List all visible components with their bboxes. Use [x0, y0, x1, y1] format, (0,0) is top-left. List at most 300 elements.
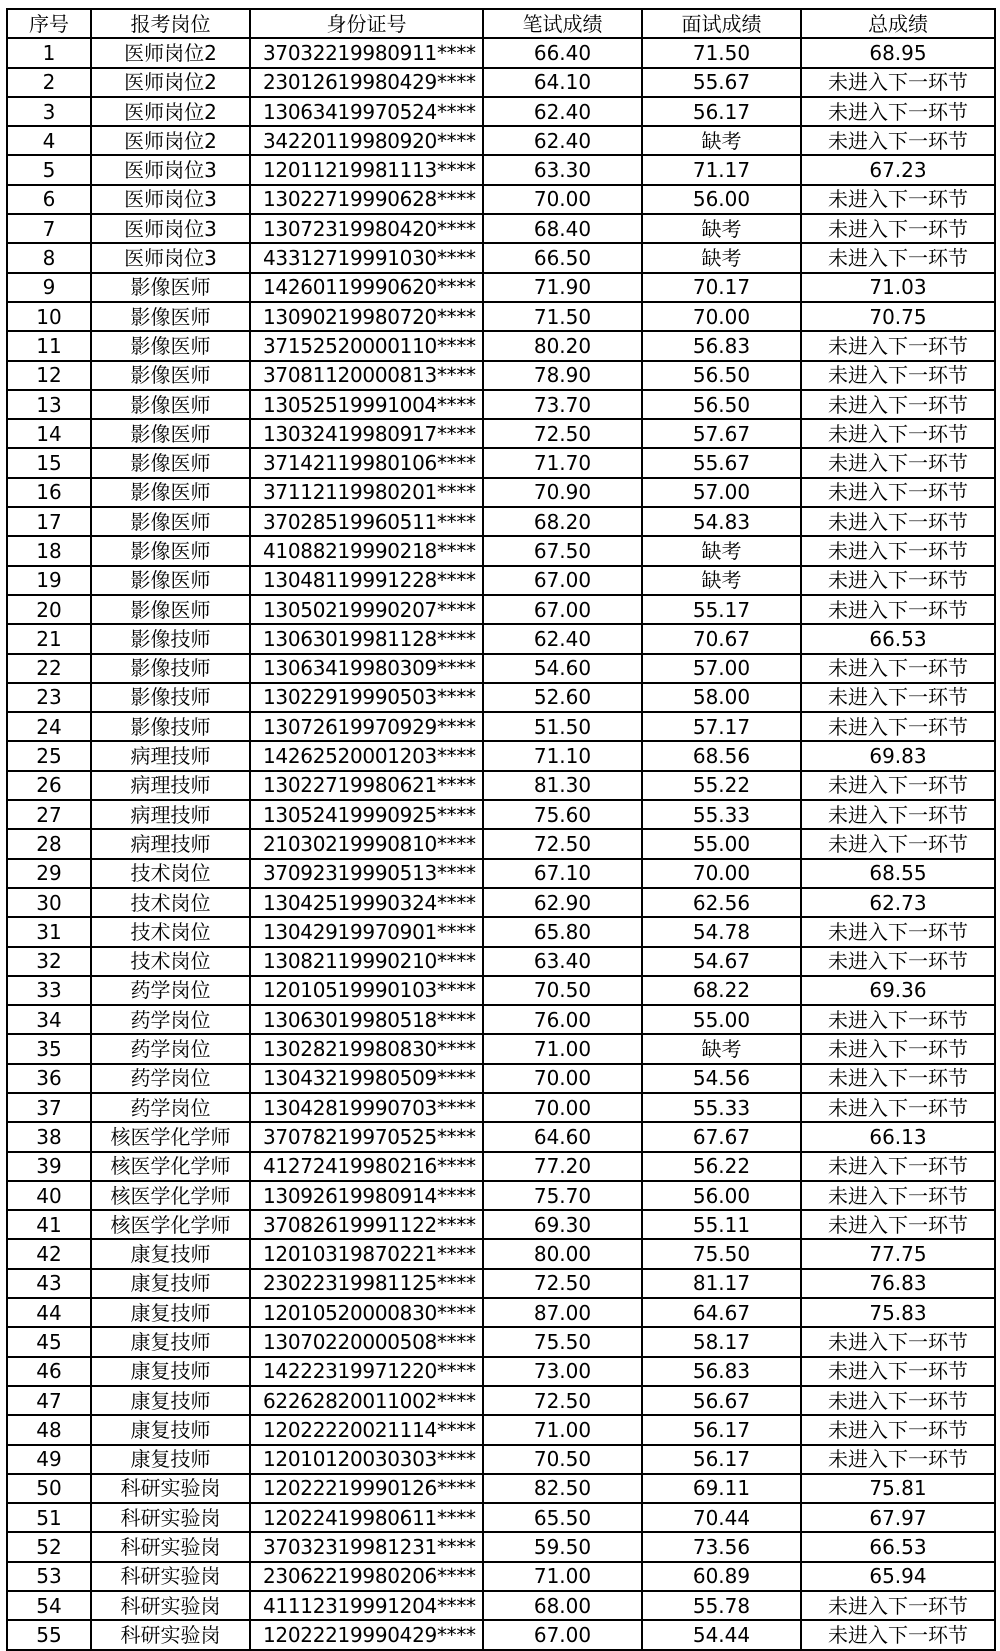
cell-total-score: 未进入下一环节	[801, 566, 995, 595]
table-row	[7, 97, 995, 126]
cell-total-score: 未进入下一环节	[801, 536, 995, 565]
cell-written-score: 80.00	[483, 1239, 642, 1268]
cell-seq: 20	[7, 595, 91, 624]
cell-id-number: 37142119980106****	[250, 448, 483, 477]
table-row	[7, 1415, 995, 1444]
cell-written-score: 67.50	[483, 536, 642, 565]
cell-written-score: 70.50	[483, 976, 642, 1005]
cell-interview-score: 55.11	[642, 1210, 801, 1239]
cell-total-score: 未进入下一环节	[801, 683, 995, 712]
cell-written-score: 71.00	[483, 1562, 642, 1591]
cell-seq: 43	[7, 1269, 91, 1298]
cell-id-number: 13043219980509****	[250, 1064, 483, 1093]
cell-id-number: 14260119990620****	[250, 273, 483, 302]
table-header	[7, 9, 995, 38]
cell-total-score: 未进入下一环节	[801, 126, 995, 155]
table-row	[7, 1532, 995, 1561]
cell-id-number: 13022919990503****	[250, 683, 483, 712]
table-row	[7, 1357, 995, 1386]
cell-seq: 40	[7, 1181, 91, 1210]
score-table	[6, 8, 996, 1651]
table-row	[7, 126, 995, 155]
table-row	[7, 712, 995, 741]
cell-written-score: 67.00	[483, 1620, 642, 1649]
cell-total-score: 67.97	[801, 1503, 995, 1532]
cell-id-number: 43312719991030****	[250, 243, 483, 272]
cell-interview-score: 55.22	[642, 771, 801, 800]
cell-total-score: 70.75	[801, 302, 995, 331]
table-row	[7, 1620, 995, 1649]
cell-seq: 10	[7, 302, 91, 331]
cell-interview-score: 58.17	[642, 1327, 801, 1356]
cell-seq: 29	[7, 859, 91, 888]
cell-written-score: 71.00	[483, 1415, 642, 1444]
cell-seq: 19	[7, 566, 91, 595]
cell-total-score: 未进入下一环节	[801, 654, 995, 683]
cell-id-number: 13052519991004****	[250, 390, 483, 419]
table-row	[7, 1093, 995, 1122]
table-row	[7, 1591, 995, 1620]
cell-total-score: 未进入下一环节	[801, 1210, 995, 1239]
cell-interview-score: 57.00	[642, 478, 801, 507]
cell-interview-score: 68.22	[642, 976, 801, 1005]
cell-post: 影像技师	[91, 624, 250, 653]
cell-id-number: 37152520000110****	[250, 331, 483, 360]
cell-seq: 6	[7, 185, 91, 214]
cell-post: 药学岗位	[91, 976, 250, 1005]
cell-id-number: 13022719990628****	[250, 185, 483, 214]
table-row	[7, 976, 995, 1005]
cell-written-score: 72.50	[483, 1386, 642, 1415]
cell-seq: 41	[7, 1210, 91, 1239]
cell-interview-score: 55.00	[642, 1005, 801, 1034]
cell-total-score: 未进入下一环节	[801, 1415, 995, 1444]
cell-seq: 52	[7, 1532, 91, 1561]
cell-id-number: 12011219981113****	[250, 155, 483, 184]
cell-total-score: 未进入下一环节	[801, 214, 995, 243]
cell-interview-score: 70.00	[642, 302, 801, 331]
cell-written-score: 82.50	[483, 1474, 642, 1503]
cell-id-number: 12010519990103****	[250, 976, 483, 1005]
header-total-score: 总成绩	[801, 9, 995, 38]
table-row	[7, 1503, 995, 1532]
cell-seq: 24	[7, 712, 91, 741]
table-row	[7, 331, 995, 360]
cell-id-number: 13063019980518****	[250, 1005, 483, 1034]
cell-written-score: 66.40	[483, 38, 642, 67]
cell-post: 影像医师	[91, 478, 250, 507]
cell-post: 核医学化学师	[91, 1181, 250, 1210]
cell-written-score: 72.50	[483, 1269, 642, 1298]
table-row	[7, 771, 995, 800]
cell-interview-score: 70.44	[642, 1503, 801, 1532]
cell-seq: 46	[7, 1357, 91, 1386]
cell-interview-score: 54.44	[642, 1620, 801, 1649]
cell-total-score: 未进入下一环节	[801, 361, 995, 390]
cell-seq: 37	[7, 1093, 91, 1122]
cell-written-score: 70.00	[483, 1093, 642, 1122]
cell-interview-score: 54.83	[642, 507, 801, 536]
cell-post: 核医学化学师	[91, 1210, 250, 1239]
cell-seq: 30	[7, 888, 91, 917]
cell-written-score: 69.30	[483, 1210, 642, 1239]
cell-seq: 2	[7, 68, 91, 97]
cell-total-score: 未进入下一环节	[801, 448, 995, 477]
cell-written-score: 51.50	[483, 712, 642, 741]
cell-total-score: 66.53	[801, 1532, 995, 1561]
cell-seq: 5	[7, 155, 91, 184]
table-row	[7, 361, 995, 390]
cell-total-score: 未进入下一环节	[801, 331, 995, 360]
cell-id-number: 13082119990210****	[250, 947, 483, 976]
table-row	[7, 1122, 995, 1151]
table-row	[7, 917, 995, 946]
table-row	[7, 1445, 995, 1474]
cell-id-number: 13090219980720****	[250, 302, 483, 331]
table-row	[7, 1181, 995, 1210]
cell-post: 医师岗位2	[91, 97, 250, 126]
cell-id-number: 13063419980309****	[250, 654, 483, 683]
cell-post: 科研实验岗	[91, 1532, 250, 1561]
cell-written-score: 68.00	[483, 1591, 642, 1620]
table-row	[7, 1210, 995, 1239]
cell-interview-score: 56.17	[642, 97, 801, 126]
cell-seq: 7	[7, 214, 91, 243]
cell-total-score: 66.13	[801, 1122, 995, 1151]
cell-seq: 4	[7, 126, 91, 155]
cell-post: 影像医师	[91, 566, 250, 595]
cell-interview-score: 56.00	[642, 185, 801, 214]
cell-interview-score: 70.17	[642, 273, 801, 302]
cell-interview-score: 71.50	[642, 38, 801, 67]
cell-written-score: 65.50	[483, 1503, 642, 1532]
cell-id-number: 21030219990810****	[250, 829, 483, 858]
cell-total-score: 未进入下一环节	[801, 185, 995, 214]
table-row	[7, 419, 995, 448]
cell-post: 康复技师	[91, 1298, 250, 1327]
cell-interview-score: 56.50	[642, 390, 801, 419]
cell-written-score: 62.90	[483, 888, 642, 917]
cell-id-number: 23012619980429****	[250, 68, 483, 97]
cell-post: 医师岗位2	[91, 126, 250, 155]
table-row	[7, 1474, 995, 1503]
cell-written-score: 54.60	[483, 654, 642, 683]
table-row	[7, 1152, 995, 1181]
cell-id-number: 37032219980911****	[250, 38, 483, 67]
table-row	[7, 68, 995, 97]
cell-id-number: 13022719980621****	[250, 771, 483, 800]
cell-post: 康复技师	[91, 1415, 250, 1444]
cell-interview-score: 62.56	[642, 888, 801, 917]
cell-seq: 21	[7, 624, 91, 653]
cell-total-score: 未进入下一环节	[801, 1181, 995, 1210]
cell-post: 病理技师	[91, 771, 250, 800]
cell-written-score: 63.30	[483, 155, 642, 184]
cell-interview-score: 54.67	[642, 947, 801, 976]
cell-interview-score: 64.67	[642, 1298, 801, 1327]
cell-seq: 34	[7, 1005, 91, 1034]
table-row	[7, 155, 995, 184]
table-row	[7, 741, 995, 770]
cell-written-score: 67.10	[483, 859, 642, 888]
cell-post: 影像医师	[91, 361, 250, 390]
table-row	[7, 1562, 995, 1591]
cell-total-score: 67.23	[801, 155, 995, 184]
cell-id-number: 13052419990925****	[250, 800, 483, 829]
cell-id-number: 41088219990218****	[250, 536, 483, 565]
cell-seq: 12	[7, 361, 91, 390]
cell-id-number: 13048119991228****	[250, 566, 483, 595]
cell-post: 科研实验岗	[91, 1562, 250, 1591]
cell-post: 病理技师	[91, 800, 250, 829]
cell-total-score: 未进入下一环节	[801, 1034, 995, 1063]
cell-post: 影像医师	[91, 273, 250, 302]
cell-post: 影像医师	[91, 331, 250, 360]
cell-seq: 45	[7, 1327, 91, 1356]
table-row	[7, 947, 995, 976]
cell-id-number: 37092319990513****	[250, 859, 483, 888]
cell-post: 技术岗位	[91, 859, 250, 888]
cell-written-score: 67.00	[483, 566, 642, 595]
cell-id-number: 12022220021114****	[250, 1415, 483, 1444]
cell-post: 药学岗位	[91, 1064, 250, 1093]
cell-total-score: 未进入下一环节	[801, 478, 995, 507]
cell-interview-score: 55.33	[642, 800, 801, 829]
cell-total-score: 未进入下一环节	[801, 1445, 995, 1474]
cell-interview-score: 缺考	[642, 566, 801, 595]
cell-total-score: 未进入下一环节	[801, 800, 995, 829]
cell-id-number: 14262520001203****	[250, 741, 483, 770]
cell-seq: 32	[7, 947, 91, 976]
cell-written-score: 70.50	[483, 1445, 642, 1474]
cell-total-score: 未进入下一环节	[801, 917, 995, 946]
cell-id-number: 12022219990429****	[250, 1620, 483, 1649]
cell-interview-score: 55.67	[642, 448, 801, 477]
cell-total-score: 未进入下一环节	[801, 947, 995, 976]
cell-id-number: 23022319981125****	[250, 1269, 483, 1298]
cell-written-score: 59.50	[483, 1532, 642, 1561]
cell-post: 技术岗位	[91, 888, 250, 917]
cell-post: 影像医师	[91, 448, 250, 477]
cell-total-score: 未进入下一环节	[801, 1620, 995, 1649]
cell-written-score: 87.00	[483, 1298, 642, 1327]
cell-seq: 8	[7, 243, 91, 272]
cell-total-score: 65.94	[801, 1562, 995, 1591]
cell-interview-score: 81.17	[642, 1269, 801, 1298]
cell-seq: 13	[7, 390, 91, 419]
header-seq: 序号	[7, 9, 91, 38]
cell-written-score: 77.20	[483, 1152, 642, 1181]
cell-total-score: 未进入下一环节	[801, 712, 995, 741]
cell-written-score: 72.50	[483, 419, 642, 448]
cell-seq: 39	[7, 1152, 91, 1181]
cell-id-number: 13072319980420****	[250, 214, 483, 243]
cell-seq: 31	[7, 917, 91, 946]
cell-total-score: 未进入下一环节	[801, 1064, 995, 1093]
table-row	[7, 478, 995, 507]
cell-total-score: 75.83	[801, 1298, 995, 1327]
table-row	[7, 1239, 995, 1268]
cell-post: 核医学化学师	[91, 1152, 250, 1181]
cell-post: 病理技师	[91, 829, 250, 858]
cell-written-score: 70.90	[483, 478, 642, 507]
table-row	[7, 214, 995, 243]
table-row	[7, 390, 995, 419]
header-interview-score: 面试成绩	[642, 9, 801, 38]
table-row	[7, 1298, 995, 1327]
cell-interview-score: 55.00	[642, 829, 801, 858]
cell-written-score: 66.50	[483, 243, 642, 272]
cell-id-number: 41272419980216****	[250, 1152, 483, 1181]
cell-written-score: 71.10	[483, 741, 642, 770]
cell-total-score: 71.03	[801, 273, 995, 302]
cell-seq: 22	[7, 654, 91, 683]
cell-seq: 1	[7, 38, 91, 67]
cell-id-number: 12010520000830****	[250, 1298, 483, 1327]
cell-id-number: 41112319991204****	[250, 1591, 483, 1620]
cell-id-number: 13042919970901****	[250, 917, 483, 946]
cell-post: 医师岗位3	[91, 243, 250, 272]
cell-post: 药学岗位	[91, 1093, 250, 1122]
cell-total-score: 未进入下一环节	[801, 419, 995, 448]
cell-post: 影像技师	[91, 683, 250, 712]
cell-written-score: 71.00	[483, 1034, 642, 1063]
cell-post: 康复技师	[91, 1386, 250, 1415]
cell-written-score: 68.20	[483, 507, 642, 536]
cell-total-score: 未进入下一环节	[801, 1005, 995, 1034]
table-row	[7, 302, 995, 331]
cell-interview-score: 58.00	[642, 683, 801, 712]
cell-post: 科研实验岗	[91, 1620, 250, 1649]
cell-interview-score: 55.78	[642, 1591, 801, 1620]
cell-post: 影像医师	[91, 302, 250, 331]
cell-seq: 15	[7, 448, 91, 477]
cell-interview-score: 56.17	[642, 1415, 801, 1444]
cell-post: 医师岗位2	[91, 38, 250, 67]
cell-seq: 9	[7, 273, 91, 302]
cell-id-number: 13050219990207****	[250, 595, 483, 624]
cell-total-score: 未进入下一环节	[801, 771, 995, 800]
cell-seq: 55	[7, 1620, 91, 1649]
cell-interview-score: 缺考	[642, 214, 801, 243]
cell-id-number: 13042819990703****	[250, 1093, 483, 1122]
cell-total-score: 68.95	[801, 38, 995, 67]
cell-seq: 36	[7, 1064, 91, 1093]
cell-interview-score: 73.56	[642, 1532, 801, 1561]
cell-seq: 18	[7, 536, 91, 565]
cell-seq: 23	[7, 683, 91, 712]
cell-interview-score: 56.83	[642, 1357, 801, 1386]
cell-id-number: 14222319971220****	[250, 1357, 483, 1386]
cell-total-score: 68.55	[801, 859, 995, 888]
cell-total-score: 未进入下一环节	[801, 1386, 995, 1415]
cell-written-score: 71.70	[483, 448, 642, 477]
cell-post: 影像医师	[91, 507, 250, 536]
table-row	[7, 829, 995, 858]
cell-interview-score: 57.17	[642, 712, 801, 741]
cell-post: 康复技师	[91, 1239, 250, 1268]
cell-interview-score: 57.00	[642, 654, 801, 683]
cell-seq: 51	[7, 1503, 91, 1532]
cell-interview-score: 56.17	[642, 1445, 801, 1474]
cell-total-score: 未进入下一环节	[801, 243, 995, 272]
table-row	[7, 1034, 995, 1063]
cell-interview-score: 56.22	[642, 1152, 801, 1181]
cell-written-score: 78.90	[483, 361, 642, 390]
header-row	[7, 9, 995, 38]
cell-total-score: 未进入下一环节	[801, 390, 995, 419]
table-row	[7, 1005, 995, 1034]
cell-written-score: 72.50	[483, 829, 642, 858]
cell-post: 康复技师	[91, 1357, 250, 1386]
cell-total-score: 未进入下一环节	[801, 507, 995, 536]
table-row	[7, 448, 995, 477]
cell-id-number: 13042519990324****	[250, 888, 483, 917]
cell-seq: 42	[7, 1239, 91, 1268]
cell-interview-score: 缺考	[642, 243, 801, 272]
cell-post: 影像技师	[91, 712, 250, 741]
cell-interview-score: 75.50	[642, 1239, 801, 1268]
cell-written-score: 80.20	[483, 331, 642, 360]
cell-written-score: 67.00	[483, 595, 642, 624]
cell-post: 医师岗位3	[91, 155, 250, 184]
cell-total-score: 77.75	[801, 1239, 995, 1268]
cell-seq: 26	[7, 771, 91, 800]
cell-post: 药学岗位	[91, 1005, 250, 1034]
table-row	[7, 273, 995, 302]
cell-written-score: 64.60	[483, 1122, 642, 1151]
table-row	[7, 1386, 995, 1415]
cell-total-score: 未进入下一环节	[801, 68, 995, 97]
cell-interview-score: 60.89	[642, 1562, 801, 1591]
cell-total-score: 未进入下一环节	[801, 1357, 995, 1386]
cell-id-number: 12022419980611****	[250, 1503, 483, 1532]
cell-total-score: 未进入下一环节	[801, 1093, 995, 1122]
cell-written-score: 64.10	[483, 68, 642, 97]
cell-id-number: 62262820011002****	[250, 1386, 483, 1415]
cell-id-number: 37112119980201****	[250, 478, 483, 507]
cell-post: 核医学化学师	[91, 1122, 250, 1151]
cell-seq: 49	[7, 1445, 91, 1474]
cell-interview-score: 缺考	[642, 536, 801, 565]
cell-interview-score: 55.67	[642, 68, 801, 97]
cell-written-score: 52.60	[483, 683, 642, 712]
cell-interview-score: 67.67	[642, 1122, 801, 1151]
cell-post: 影像技师	[91, 654, 250, 683]
cell-post: 康复技师	[91, 1445, 250, 1474]
cell-total-score: 未进入下一环节	[801, 1591, 995, 1620]
cell-total-score: 69.83	[801, 741, 995, 770]
cell-interview-score: 69.11	[642, 1474, 801, 1503]
header-written-score: 笔试成绩	[483, 9, 642, 38]
cell-interview-score: 56.50	[642, 361, 801, 390]
cell-written-score: 75.60	[483, 800, 642, 829]
cell-id-number: 13070220000508****	[250, 1327, 483, 1356]
cell-interview-score: 70.00	[642, 859, 801, 888]
cell-written-score: 68.40	[483, 214, 642, 243]
cell-id-number: 37032319981231****	[250, 1532, 483, 1561]
cell-post: 科研实验岗	[91, 1503, 250, 1532]
cell-seq: 48	[7, 1415, 91, 1444]
cell-seq: 16	[7, 478, 91, 507]
table-row	[7, 1064, 995, 1093]
cell-seq: 25	[7, 741, 91, 770]
cell-seq: 27	[7, 800, 91, 829]
cell-id-number: 23062219980206****	[250, 1562, 483, 1591]
table-row	[7, 38, 995, 67]
table-row	[7, 566, 995, 595]
cell-post: 影像医师	[91, 595, 250, 624]
